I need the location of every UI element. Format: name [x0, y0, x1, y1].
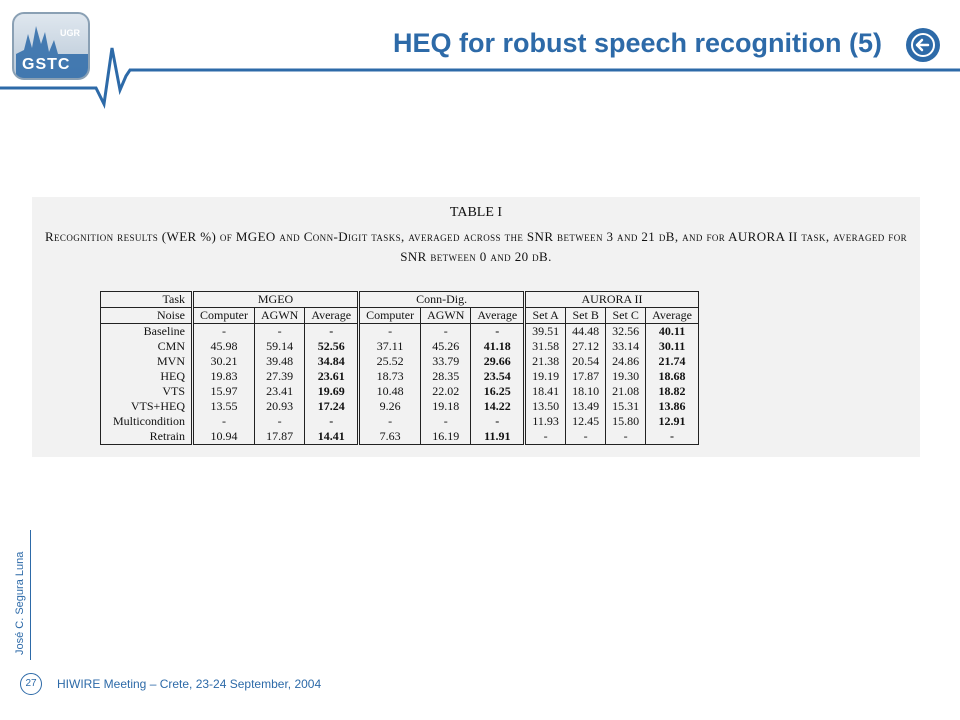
table-heading: TABLE I — [449, 205, 503, 220]
table-cell: 40.11 — [646, 324, 699, 340]
table-cell: - — [471, 414, 525, 429]
column-header-cell: Set B — [566, 308, 606, 324]
column-header-cell: Computer — [193, 308, 255, 324]
column-header-cell: Set C — [606, 308, 646, 324]
results-table — [100, 291, 699, 445]
table-row — [101, 384, 699, 399]
logo-gstc-text: GSTC — [22, 56, 71, 73]
table-cell: 16.19 — [421, 429, 471, 445]
table-cell: 22.02 — [421, 384, 471, 399]
column-header-cell: AGWN — [255, 308, 305, 324]
table-cell: 20.93 — [255, 399, 305, 414]
table-row — [101, 354, 699, 369]
table-cell: 23.41 — [255, 384, 305, 399]
table-cell: 27.12 — [566, 339, 606, 354]
table-cell: 9.26 — [359, 399, 421, 414]
table-cell: 13.55 — [193, 399, 255, 414]
table-caption: Recognition results (WER %) of MGEO and Conn-Digit tasks, averaged across the SNR between 3 and 21 dB, and for AURORA II task, averaged for SNR between 0 and 20 dB. — [44, 229, 908, 264]
table-cell: 33.14 — [606, 339, 646, 354]
page-number: 27 — [20, 673, 42, 695]
table-cell: 17.24 — [305, 399, 359, 414]
table-cell: 19.69 — [305, 384, 359, 399]
table-cell: 27.39 — [255, 369, 305, 384]
table-cell: - — [359, 324, 421, 340]
column-header-cell: AGWN — [421, 308, 471, 324]
table-cell: - — [471, 324, 525, 340]
table-cell: 28.35 — [421, 369, 471, 384]
sidebar-divider — [30, 530, 31, 660]
column-header-row — [101, 308, 699, 324]
table-cell: 11.93 — [525, 414, 566, 429]
table-cell: - — [566, 429, 606, 445]
logo-ugr-text: UGR — [60, 28, 80, 38]
table-cell: 31.58 — [525, 339, 566, 354]
table-cell: 37.11 — [359, 339, 421, 354]
row-label-cell: CMN — [101, 339, 193, 354]
row-label-cell: VTS+HEQ — [101, 399, 193, 414]
author-name: José C. Segura Luna — [14, 551, 26, 655]
back-arrow-icon[interactable] — [906, 28, 940, 62]
table-cell: 44.48 — [566, 324, 606, 340]
group-header-row — [101, 292, 699, 308]
group-header-cell: MGEO — [193, 292, 359, 308]
column-header-cell: Computer — [359, 308, 421, 324]
table-cell: 11.91 — [471, 429, 525, 445]
table-cell: - — [421, 324, 471, 340]
table-cell: - — [606, 429, 646, 445]
table-cell: - — [305, 324, 359, 340]
table-cell: - — [305, 414, 359, 429]
table-cell: 19.19 — [525, 369, 566, 384]
row-label-cell: Retrain — [101, 429, 193, 445]
table-cell: 12.45 — [566, 414, 606, 429]
column-header-cell: Average — [471, 308, 525, 324]
row-label-cell: HEQ — [101, 369, 193, 384]
table-cell: 13.50 — [525, 399, 566, 414]
column-header-cell: Average — [305, 308, 359, 324]
table-cell: 39.48 — [255, 354, 305, 369]
table-row — [101, 339, 699, 354]
table-cell: 45.98 — [193, 339, 255, 354]
table-cell: 34.84 — [305, 354, 359, 369]
table-cell: 10.48 — [359, 384, 421, 399]
table-cell: 18.68 — [646, 369, 699, 384]
table-cell: 18.82 — [646, 384, 699, 399]
table-cell: 20.54 — [566, 354, 606, 369]
slide-title: HEQ for robust speech recognition (5) — [392, 28, 882, 58]
table-cell: 15.97 — [193, 384, 255, 399]
table-row — [101, 414, 699, 429]
row-label-cell: VTS — [101, 384, 193, 399]
table-cell: 18.73 — [359, 369, 421, 384]
group-header-cell: AURORA II — [525, 292, 699, 308]
table-cell: 52.56 — [305, 339, 359, 354]
table-cell: 41.18 — [471, 339, 525, 354]
results-table-figure — [32, 197, 920, 457]
table-cell: 32.56 — [606, 324, 646, 340]
table-cell: 21.08 — [606, 384, 646, 399]
footer-text: HIWIRE Meeting – Crete, 23-24 September, 2004 — [57, 677, 322, 691]
table-cell: 14.41 — [305, 429, 359, 445]
table-cell: 45.26 — [421, 339, 471, 354]
table-row — [101, 429, 699, 445]
table-cell: 21.74 — [646, 354, 699, 369]
table-cell: - — [646, 429, 699, 445]
table-cell: 14.22 — [471, 399, 525, 414]
table-cell: 33.79 — [421, 354, 471, 369]
table-cell: - — [525, 429, 566, 445]
table-cell: 12.91 — [646, 414, 699, 429]
table-cell: 29.66 — [471, 354, 525, 369]
row-label-cell: MVN — [101, 354, 193, 369]
table-cell: 18.10 — [566, 384, 606, 399]
table-cell: 16.25 — [471, 384, 525, 399]
table-cell: 15.31 — [606, 399, 646, 414]
column-header-cell: Noise — [101, 308, 193, 324]
group-header-cell: Conn-Dig. — [359, 292, 525, 308]
table-cell: 39.51 — [525, 324, 566, 340]
table-row — [101, 369, 699, 384]
table-cell: 59.14 — [255, 339, 305, 354]
table-cell: - — [421, 414, 471, 429]
table-cell: 19.18 — [421, 399, 471, 414]
table-cell: - — [193, 324, 255, 340]
table-cell: - — [193, 414, 255, 429]
table-cell: 23.54 — [471, 369, 525, 384]
row-label-cell: Multicondition — [101, 414, 193, 429]
column-header-cell: Set A — [525, 308, 566, 324]
table-cell: - — [255, 414, 305, 429]
table-cell: 13.86 — [646, 399, 699, 414]
table-cell: 30.21 — [193, 354, 255, 369]
table-cell: 21.38 — [525, 354, 566, 369]
table-cell: 10.94 — [193, 429, 255, 445]
table-cell: 13.49 — [566, 399, 606, 414]
table-cell: 15.80 — [606, 414, 646, 429]
table-cell: 19.83 — [193, 369, 255, 384]
table-row — [101, 324, 699, 340]
table-cell: 23.61 — [305, 369, 359, 384]
table-cell: 7.63 — [359, 429, 421, 445]
table-cell: 30.11 — [646, 339, 699, 354]
table-cell: 19.30 — [606, 369, 646, 384]
table-cell: 17.87 — [566, 369, 606, 384]
column-header-cell: Average — [646, 308, 699, 324]
table-row — [101, 399, 699, 414]
table-cell: 24.86 — [606, 354, 646, 369]
table-cell: - — [359, 414, 421, 429]
table-cell: 18.41 — [525, 384, 566, 399]
table-cell: - — [255, 324, 305, 340]
row-label-cell: Baseline — [101, 324, 193, 340]
group-header-cell: Task — [101, 292, 193, 308]
table-cell: 25.52 — [359, 354, 421, 369]
table-cell: 17.87 — [255, 429, 305, 445]
